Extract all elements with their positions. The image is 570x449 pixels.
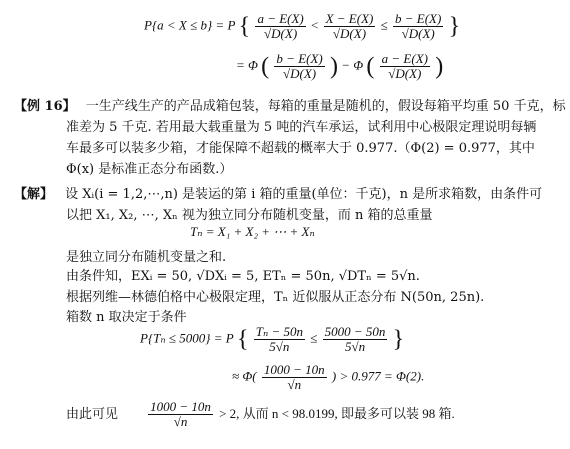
fraction-tn: $\frac{\text{Tₙ − 50n}}{5√n}$ (255, 324, 303, 354)
solution-tag: 【解】 (14, 187, 54, 202)
solution-line-5: 由条件知，EXᵢ = 50, √DXᵢ = 5, ETₙ = 50n, √DTₙ = 5√n. (66, 269, 420, 284)
brace-close: } (448, 13, 461, 40)
example-line-1: 【例 16】 一生产线生产的产品成箱包装，每箱的重量是随机的，假设每箱平均重 50 千克，标 (14, 99, 566, 114)
solution-line-7: 箱数 n 取决定于条件 (66, 310, 187, 325)
fraction-5000: $\frac{5000 - 50n}{5√n}$ (324, 324, 386, 354)
formula-line-1: P{a < X ≤ b} = P { $\frac{a - E(X)}{√D(X)}$ < $\frac{X - E(X)}{√D(X)}$ ≤ $\frac{b - E(X)}{√D(X)}$ } (144, 11, 461, 41)
solution-line-6: 根据列维—林德伯格中心极限定理，Tₙ 近似服从正态分布 N(50n, 25n). (66, 290, 485, 305)
fraction-conclusion: $\frac{1000 - 10n}{√n}$ (150, 399, 211, 429)
solution-formula-1: P{Tₙ ≤ 5000} = P { $\frac{\text{Tₙ − 50n}}{5√n}$ ≤ $\frac{5000 - 50n}{5√n}$ } (140, 324, 405, 354)
solution-conclusion: 由此可见 $\frac{1000 - 10n}{√n}$ > 2, 从而 n < 98.0199, 即最多可以装 98 箱. (66, 399, 455, 429)
solution-line-2: 以把 X₁, X₂, ⋯, Xₙ 视为独立同分布随机变量，而 n 箱的总重量 (66, 208, 433, 223)
solution-line-4: 是独立同分布随机变量之和. (66, 250, 227, 265)
example-tag: 【例 16】 (14, 99, 76, 114)
formula-line-2: = Φ ( $\frac{b - E(X)}{√D(X)}$ ) − Φ ( $\frac{a - E(X)}{√D(X)}$ ) (236, 51, 444, 81)
phi-fraction-b: $\frac{b - E(X)}{√D(X)}$ (276, 51, 323, 81)
solution-formula-sum: Tₙ = X₁ + X₂ + ⋯ + Xₙ (190, 224, 315, 239)
example-line-3: 车最多可以装多少箱，才能保障不超载的概率大于 0.977.（Φ(2) = 0.977，其中 (66, 141, 535, 156)
fraction-1000: $\frac{1000 - 10n}{√n}$ (263, 362, 325, 392)
solution-line-1: 【解】 设 Xᵢ(i = 1,2,⋯,n) 是装运的第 i 箱的重量(单位：千克)，n 是所求箱数，由条件可 (14, 187, 543, 202)
fraction-x: $\frac{X - E(X)}{√D(X)}$ (325, 11, 374, 41)
brace-open: { (238, 13, 251, 40)
solution-formula-2: ≈ Φ( $\frac{1000 - 10n}{√n}$ ) > 0.977 = Φ(2). (232, 362, 425, 392)
example-line-4: Φ(x) 是标准正态分布函数.） (66, 162, 233, 177)
fraction-a: $\frac{a - E(X)}{√D(X)}$ (257, 11, 304, 41)
phi-fraction-a: $\frac{a - E(X)}{√D(X)}$ (381, 51, 428, 81)
example-line-2: 准差为 5 千克. 若用最大载重量为 5 吨的汽车承运，试利用中心极限定理说明每辆 (66, 120, 537, 135)
formula-lhs: P{a < X ≤ b} = P (144, 17, 236, 33)
fraction-b: $\frac{b - E(X)}{√D(X)}$ (395, 11, 442, 41)
